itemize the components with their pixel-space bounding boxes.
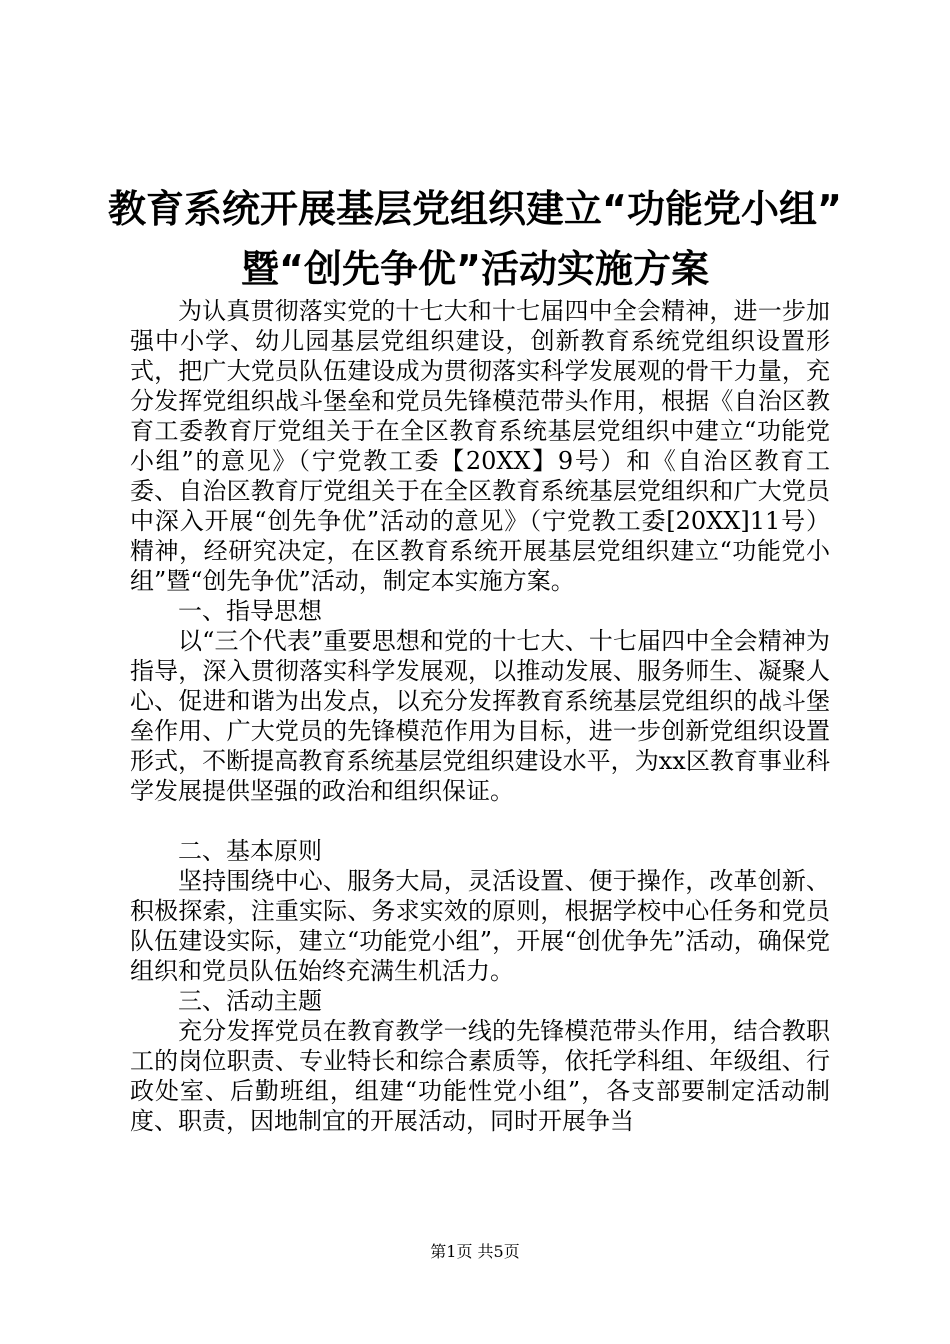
section-heading-basic-principles: 二、基本原则 <box>178 837 322 865</box>
section-heading-activity-theme: 三、活动主题 <box>178 987 322 1015</box>
blank-line <box>130 806 830 836</box>
section-heading-guiding-ideology: 一、指导思想 <box>178 597 322 625</box>
section-text-guiding-ideology: 以“三个代表”重要思想和党的十七大、十七届四中全会精神为指导，深入贯彻落实科学发展观，以推动发展、服务师生、凝聚人心、促进和谐为出发点，以充分发挥教育系统基层党组织的战斗堡垒作用、广大党员的先锋模范作用为目标，进一步创新党组织设置形式，不断提高教育系统基层党组织建设水平，为xx区教育事业科学发展提供坚强的政治和组织保证。 <box>130 627 830 805</box>
section-text-activity-theme: 充分发挥党员在教育教学一线的先锋模范带头作用，结合教职工的岗位职责、专业特长和综合素质等，依托学科组、年级组、行政处室、后勤班组，组建“功能性党小组”，各支部要制定活动制度、职责，因地制宜的开展活动，同时开展争当 <box>130 1017 830 1135</box>
document-title-line-2: 暨“创先争优”活动实施方案 <box>241 247 709 291</box>
section-text-basic-principles: 坚持围绕中心、服务大局，灵活设置、便于操作，改革创新、积极探索，注重实际、务求实效的原则，根据学校中心任务和党员队伍建设实际，建立“功能党小组”，开展“创优争先”活动，确保党组织和党员队伍始终充满生机活力。 <box>130 867 830 985</box>
document-title-line-1: 教育系统开展基层党组织建立“功能党小组” <box>108 187 842 231</box>
document-body <box>130 296 830 1136</box>
page-number-footer: 第1页 共5页 <box>430 1242 520 1261</box>
intro-paragraph: 为认真贯彻落实党的十七大和十七届四中全会精神，进一步加强中小学、幼儿园基层党组织建设，创新教育系统党组织设置形式，把广大党员队伍建设成为贯彻落实科学发展观的骨干力量，充分发挥党组织战斗堡垒和党员先锋模范带头作用，根据《自治区教育工委教育厅党组关于在全区教育系统基层党组织中建立“功能党小组”的意见》（宁党教工委【20XX】9号）和《自治区教育工委、自治区教育厅党组关于在全区教育系统基层党组织和广大党员中深入开展“创先争优”活动的意见》（宁党教工委[20XX]11号）精神，经研究决定，在区教育系统开展基层党组织建立“功能党小组”暨“创先争优”活动，制定本实施方案。 <box>130 297 830 595</box>
